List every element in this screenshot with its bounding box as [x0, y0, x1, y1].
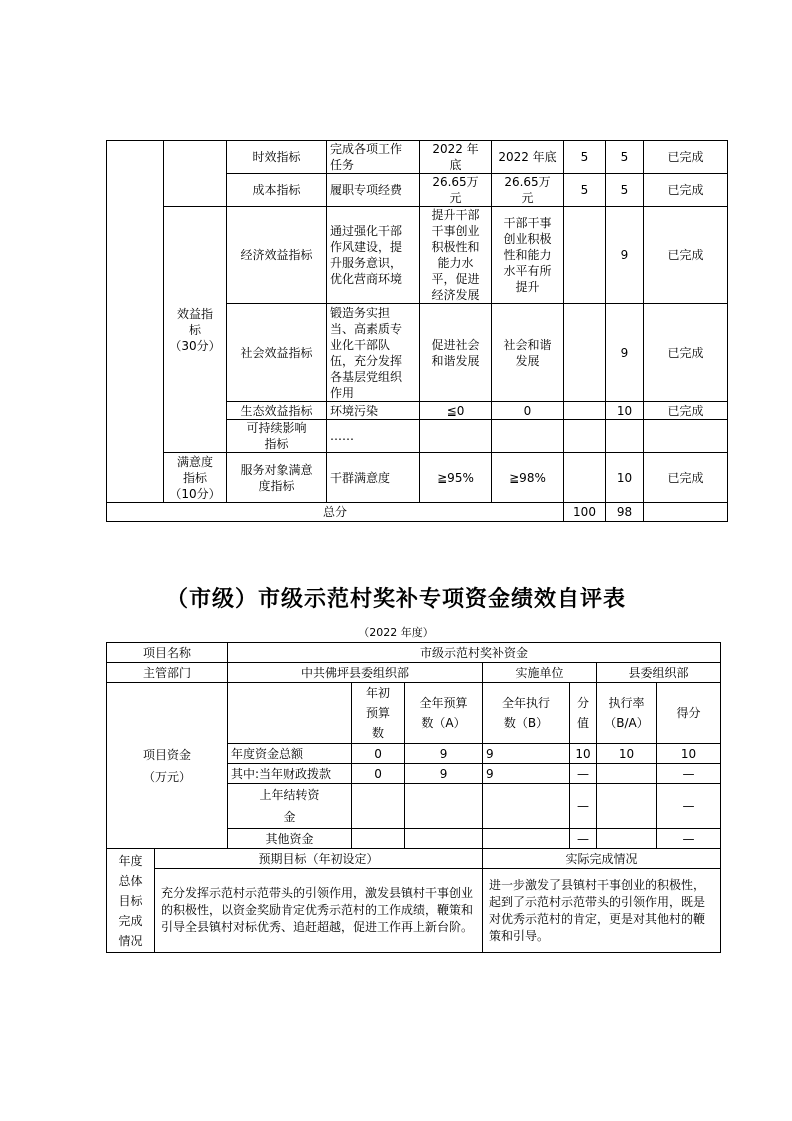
total-score: 98: [606, 503, 644, 522]
target-value: 促进社会 和谐发展: [420, 304, 492, 402]
header-score: 得分: [657, 683, 721, 744]
fund-annual: [405, 829, 483, 849]
indicator-name: 经济效益指标: [227, 207, 327, 304]
fund-weight: —: [570, 784, 597, 829]
total-weight: 100: [564, 503, 606, 522]
table-row: [107, 643, 721, 663]
target-value: ≦0: [420, 402, 492, 420]
actual-value: 0: [492, 402, 564, 420]
fund-executed: [483, 829, 570, 849]
status-value: 已完成: [644, 304, 728, 402]
fund-rate: [597, 784, 657, 829]
actual-value: 社会和谐 发展: [492, 304, 564, 402]
impl-label: 实施单位: [483, 663, 597, 683]
table-row: [107, 849, 721, 869]
page-title: （市级）市级示范村奖补专项资金绩效自评表: [165, 587, 626, 612]
indicator-content: 通过强化干部 作风建设，提 升服务意识， 优化营商环境: [327, 207, 420, 304]
project-name: 市级示范村奖补资金: [228, 643, 721, 663]
fund-initial: [352, 829, 405, 849]
score-value: 9: [606, 207, 644, 304]
indicator-name: 生态效益指标: [227, 402, 327, 420]
target-value: ≧95%: [420, 453, 492, 503]
weight-value: [564, 453, 606, 503]
fund-annual: 9: [405, 764, 483, 784]
table-row: [107, 207, 728, 304]
table-row: [107, 141, 728, 174]
actual-value: [492, 420, 564, 453]
dept-value: 中共佛坪县委组织部: [228, 663, 483, 683]
total-status: [644, 503, 728, 522]
satisfaction-group-label: 满意度 指标 （10分）: [164, 453, 227, 503]
fund-score: 10: [657, 744, 721, 764]
target-value: 2022 年 底: [420, 141, 492, 174]
score-value: 10: [606, 402, 644, 420]
actual-value: 2022 年底: [492, 141, 564, 174]
header-annual: 全年预算 数（A）: [405, 683, 483, 744]
fund-row-label: 年度资金总额: [228, 744, 352, 764]
fund-rate: [597, 764, 657, 784]
fund-row-label: 上年结转资 金: [228, 784, 352, 829]
indicator-name: 成本指标: [227, 174, 327, 207]
header-weight: 分 值: [570, 683, 597, 744]
weight-value: [564, 402, 606, 420]
status-value: 已完成: [644, 174, 728, 207]
indicator-name: 服务对象满意 度指标: [227, 453, 327, 503]
self-evaluation-table: [106, 642, 721, 953]
status-value: 已完成: [644, 453, 728, 503]
fund-score: —: [657, 829, 721, 849]
fund-score: —: [657, 764, 721, 784]
fund-weight: —: [570, 829, 597, 849]
table-row: [107, 869, 721, 953]
impl-value: 县委组织部: [597, 663, 721, 683]
primary-indicator-cell: [107, 141, 164, 503]
indicator-content: 完成各项工作 任务: [327, 141, 420, 174]
status-value: 已完成: [644, 207, 728, 304]
indicator-content: 干群满意度: [327, 453, 420, 503]
fund-executed: 9: [483, 744, 570, 764]
indicator-name: 社会效益指标: [227, 304, 327, 402]
header-rate: 执行率 （B/A）: [597, 683, 657, 744]
weight-value: 5: [564, 174, 606, 207]
fund-initial: 0: [352, 764, 405, 784]
header-executed: 全年执行 数（B）: [483, 683, 570, 744]
fund-executed: [483, 784, 570, 829]
status-value: [644, 420, 728, 453]
fund-initial: 0: [352, 744, 405, 764]
fund-initial: [352, 784, 405, 829]
target-value: 26.65万 元: [420, 174, 492, 207]
indicator-content: ……: [327, 420, 420, 453]
target-value: 提升干部 干事创业 积极性和 能力水 平，促进 经济发展: [420, 207, 492, 304]
header-initial: 年初 预算 数: [352, 683, 405, 744]
actual-value: 26.65万 元: [492, 174, 564, 207]
fund-score: —: [657, 784, 721, 829]
fund-row-label: 其他资金: [228, 829, 352, 849]
status-value: 已完成: [644, 141, 728, 174]
expected-goal-label: 预期目标（年初设定）: [155, 849, 483, 869]
target-value: [420, 420, 492, 453]
indicator-content: 履职专项经费: [327, 174, 420, 207]
fund-row-label: 其中:当年财政拨款: [228, 764, 352, 784]
score-value: [606, 420, 644, 453]
fund-executed: 9: [483, 764, 570, 784]
indicator-content: 锻造务实担 当、高素质专 业化干部队 伍，充分发挥 各基层党组织 作用: [327, 304, 420, 402]
weight-value: [564, 420, 606, 453]
score-value: 10: [606, 453, 644, 503]
secondary-indicator-cell: [164, 141, 227, 207]
total-label: 总分: [107, 503, 564, 522]
fund-annual: 9: [405, 744, 483, 764]
table-header-row: [107, 683, 721, 744]
status-value: 已完成: [644, 402, 728, 420]
weight-value: 5: [564, 141, 606, 174]
benefit-group-label: 效益指 标 （30分）: [164, 207, 227, 453]
score-value: 9: [606, 304, 644, 402]
fund-rate: [597, 829, 657, 849]
actual-completion-label: 实际完成情况: [483, 849, 721, 869]
fund-annual: [405, 784, 483, 829]
funds-label: 项目资金 （万元）: [107, 683, 228, 849]
score-value: 5: [606, 141, 644, 174]
actual-value: ≧98%: [492, 453, 564, 503]
actual-value: 干部干事 创业积极 性和能力 水平有所 提升: [492, 207, 564, 304]
header-blank: [228, 683, 352, 744]
weight-value: [564, 207, 606, 304]
indicator-name: 可持续影响 指标: [227, 420, 327, 453]
dept-label: 主管部门: [107, 663, 228, 683]
table-row: [107, 453, 728, 503]
actual-completion-text: 进一步激发了县镇村干事创业的积极性，起到了示范村示范带头的引领作用，既是对优秀示范村的肯定，更是对其他村的鞭策和引导。: [483, 869, 721, 953]
score-value: 5: [606, 174, 644, 207]
fund-rate: 10: [597, 744, 657, 764]
fund-weight: —: [570, 764, 597, 784]
goal-side-label: 年度 总体 目标 完成 情况: [107, 849, 155, 953]
total-row: [107, 503, 728, 522]
indicator-name: 时效指标: [227, 141, 327, 174]
weight-value: [564, 304, 606, 402]
page-subtitle: （2022 年度）: [358, 626, 434, 639]
project-name-label: 项目名称: [107, 643, 228, 663]
performance-indicator-table: [106, 140, 728, 522]
indicator-content: 环境污染: [327, 402, 420, 420]
table-row: [107, 663, 721, 683]
expected-goal-text: 充分发挥示范村示范带头的引领作用，激发县镇村干事创业的积极性，以资金奖励肯定优秀示范村的工作成绩，鞭策和引导全县镇村对标优秀、追赶超越，促进工作再上新台阶。: [155, 869, 483, 953]
fund-weight: 10: [570, 744, 597, 764]
